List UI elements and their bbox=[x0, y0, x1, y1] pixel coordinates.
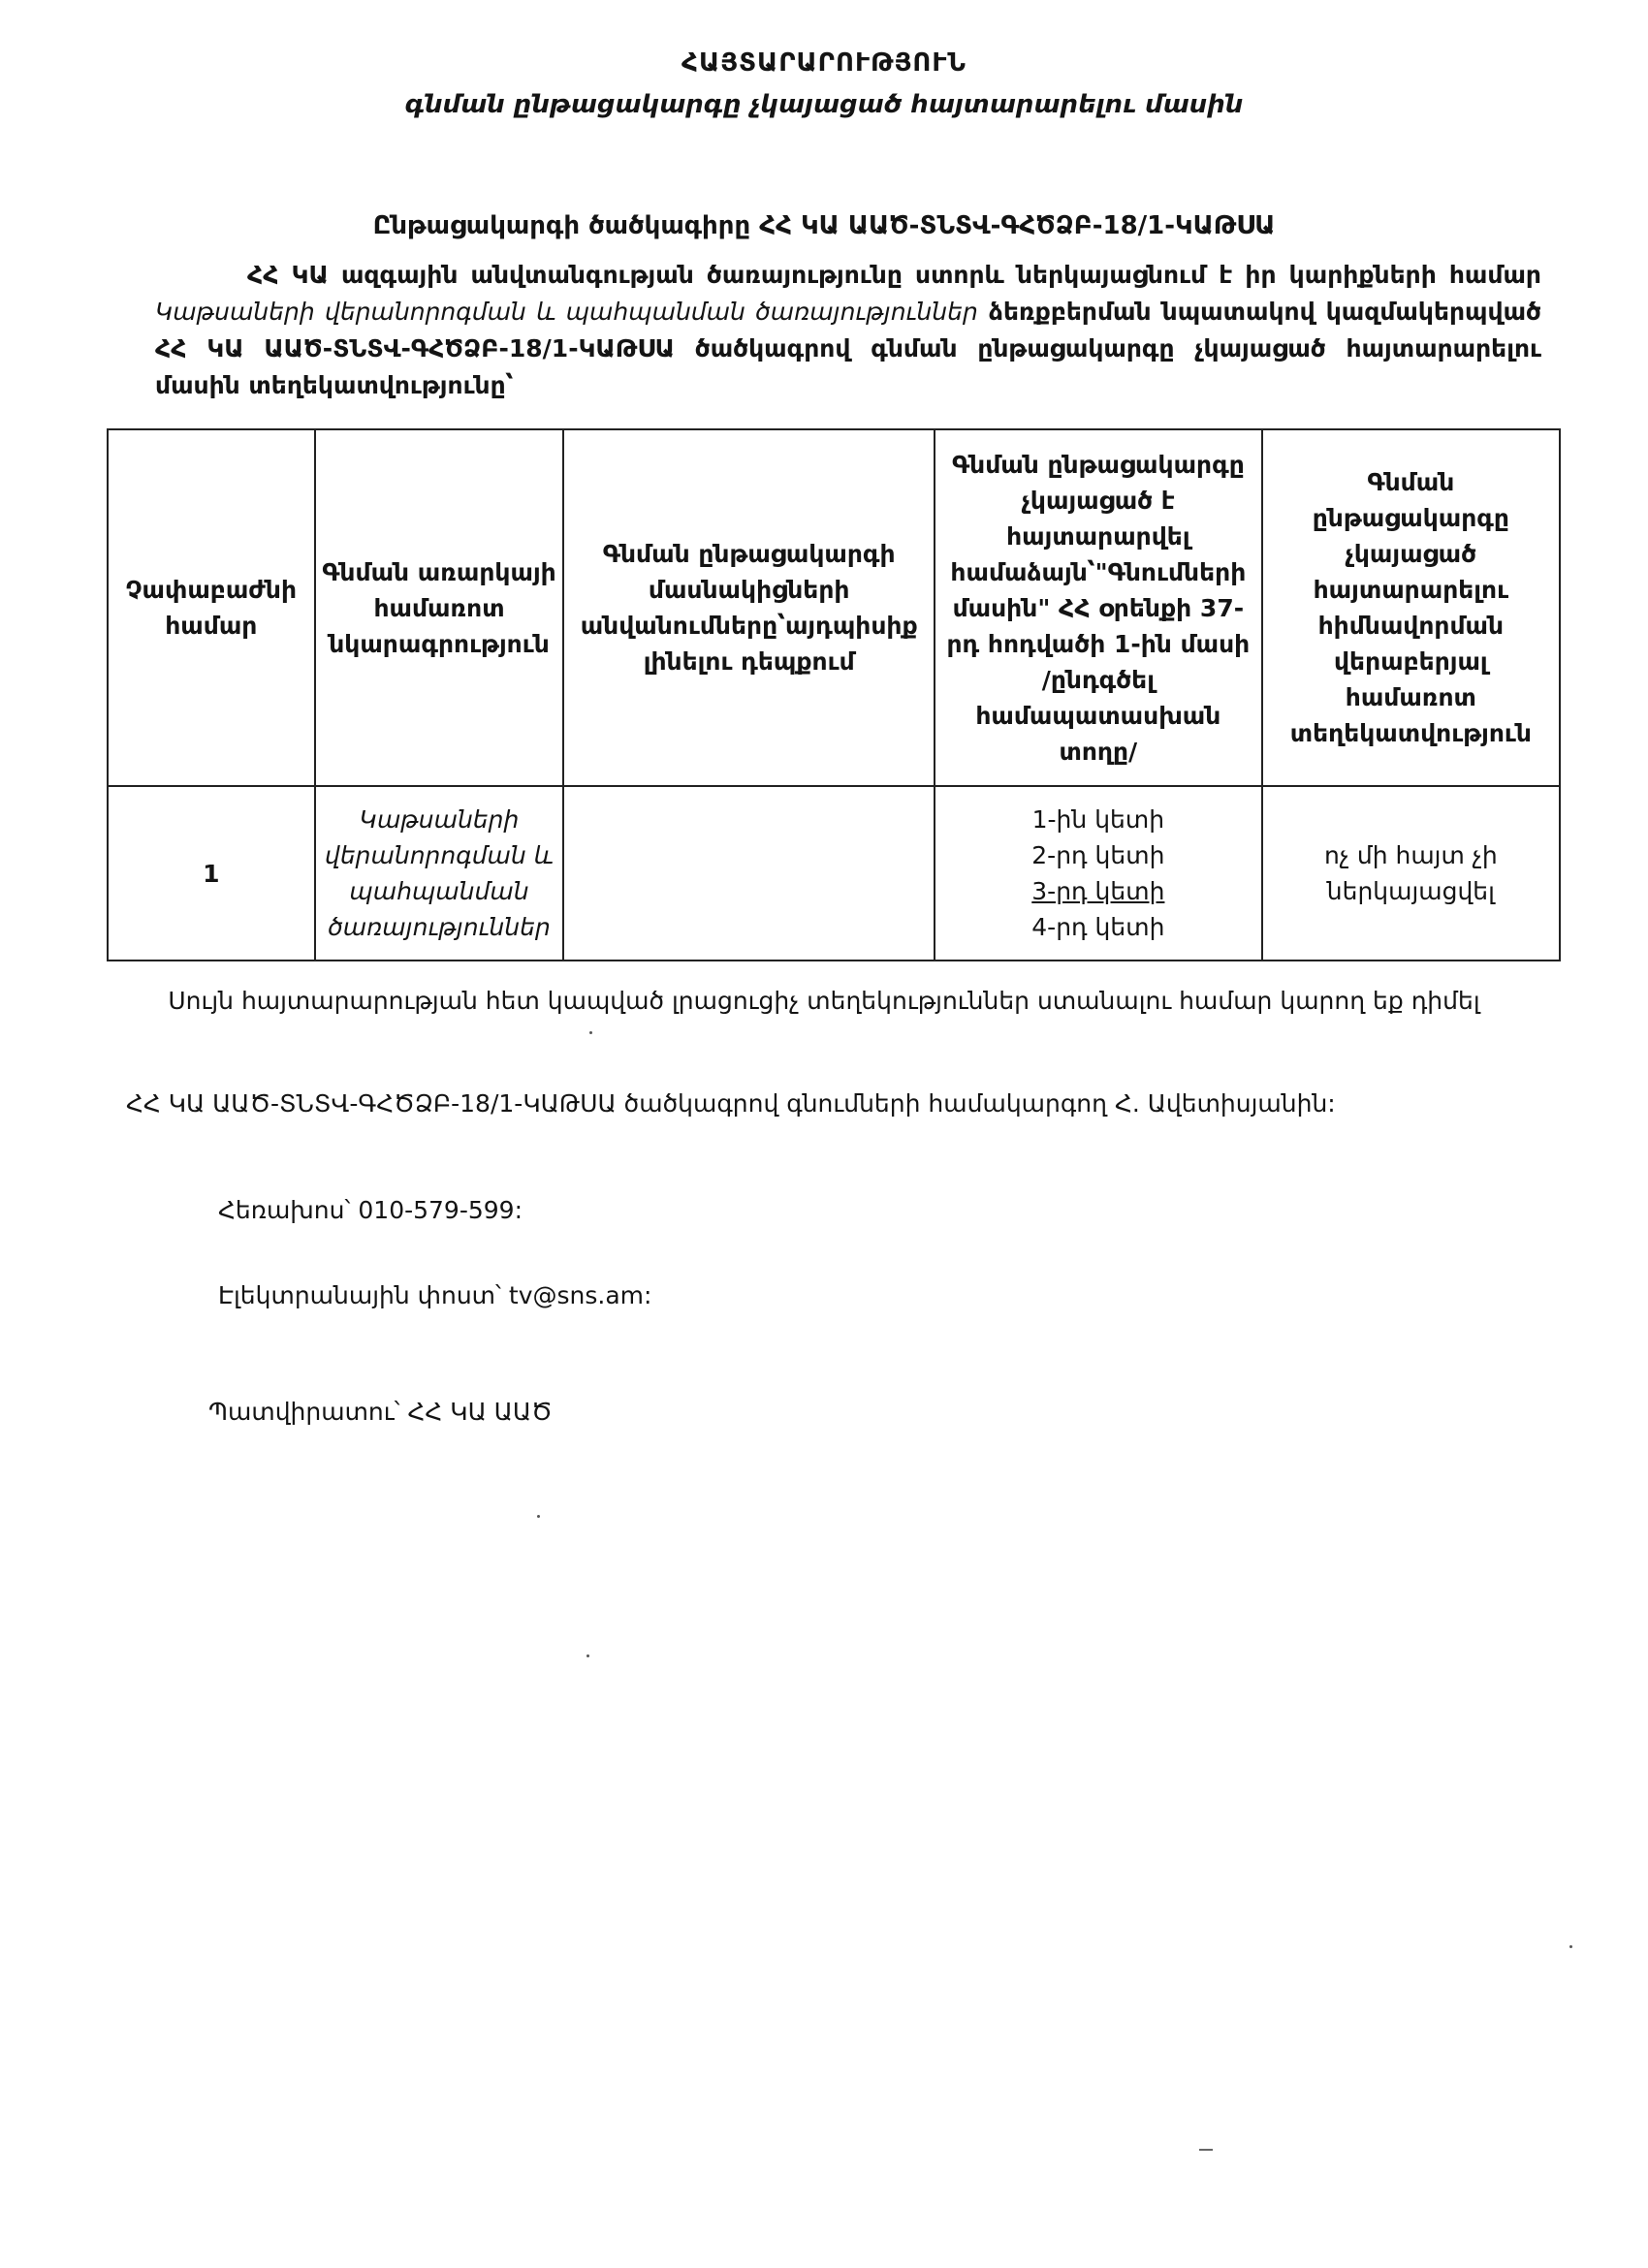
header-lot-number: Չափաբաժնի համար bbox=[108, 429, 315, 786]
scan-mark bbox=[1199, 2149, 1213, 2151]
client-line: Պատվիրատու՝ ՀՀ ԿԱ ԱԱԾ bbox=[208, 1398, 553, 1426]
scan-speck bbox=[586, 1654, 589, 1657]
cell-reason: ոչ մի հայտ չի ներկայացվել bbox=[1262, 786, 1560, 961]
intro-text-1: ՀՀ ԿԱ ազգային անվտանգության ծառայությունը ստորև ներկայացնում է իր կարիքների համար bbox=[247, 261, 1541, 289]
intro-subject: Կաթսաների վերանորոգման և պահպանման ծառայություններ bbox=[155, 298, 978, 326]
cell-law-points bbox=[935, 786, 1262, 961]
scan-speck bbox=[537, 1515, 540, 1518]
intro-text-2: ձեռքբերման նպատակով կազմակերպված ՀՀ ԿԱ ԱԱԾ-ՏՆՏՎ-ԳՀԾՁԲ-18/1-ԿԱԹՍԱ ծածկագրով գնման ընթացակարգը չկայացած հայտարարելու մասին տեղեկատվությունը՝ bbox=[155, 298, 1541, 399]
header-subject-description: Գնման առարկայի համառոտ նկարագրություն bbox=[315, 429, 564, 786]
email-line: Էլեկտրանային փոստ՝ tv@sns.am: bbox=[218, 1281, 652, 1309]
point-4: 4-րդ կետի bbox=[1031, 913, 1165, 941]
document-title: ՀԱՅՏԱՐԱՐՈՒԹՅՈՒՆ bbox=[681, 48, 967, 78]
phone-line: Հեռախոս՝ 010-579-599: bbox=[218, 1196, 523, 1224]
header-participants: Գնման ընթացակարգի մասնակիցների անվանումները՝այդպիսիք լինելու դեպքում bbox=[563, 429, 935, 786]
point-2: 2-րդ կետի bbox=[1031, 841, 1165, 869]
intro-paragraph bbox=[155, 257, 1541, 404]
procedure-code-line: Ընթացակարգի ծածկագիրը ՀՀ ԿԱ ԱԱԾ-ՏՆՏՎ-ԳՀԾՁԲ-18/1-ԿԱԹՍԱ bbox=[372, 211, 1276, 240]
contact-note: Սույն հայտարարության հետ կապված լրացուցիչ տեղեկություններ ստանալու համար կարող եք դիմել bbox=[168, 987, 1480, 1015]
header-law-basis: Գնման ընթացակարգը չկայացած է հայտարարվել համաձայն՝"Գնումների մասին" ՀՀ օրենքի 37-րդ հոդվածի 1-ին մասի /ընդգծել համապատասխան տողը/ bbox=[935, 429, 1262, 786]
scan-speck bbox=[1569, 1945, 1572, 1948]
coordinator-note: ՀՀ ԿԱ ԱԱԾ-ՏՆՏՎ-ԳՀԾՁԲ-18/1-ԿԱԹՍԱ ծածկագրով գնումների համակարգող Հ. Ավետիսյանին: bbox=[126, 1089, 1336, 1118]
scan-speck bbox=[589, 1031, 592, 1034]
table-header-row bbox=[108, 429, 1560, 786]
lots-table bbox=[107, 428, 1561, 961]
cell-participants bbox=[563, 786, 935, 961]
point-3-underlined: 3-րդ կետի bbox=[1031, 877, 1165, 905]
cell-lot-number: 1 bbox=[108, 786, 315, 961]
point-1: 1-ին կետի bbox=[1031, 805, 1165, 834]
table-row bbox=[108, 786, 1560, 961]
cell-description: Կաթսաների վերանորոգման և պահպանման ծառայություններ bbox=[315, 786, 564, 961]
header-reason: Գնման ընթացակարգը չկայացած հայտարարելու հիմնավորման վերաբերյալ համառոտ տեղեկատվություն bbox=[1262, 429, 1560, 786]
document-subtitle: գնման ընթացակարգը չկայացած հայտարարելու մասին bbox=[404, 90, 1244, 119]
